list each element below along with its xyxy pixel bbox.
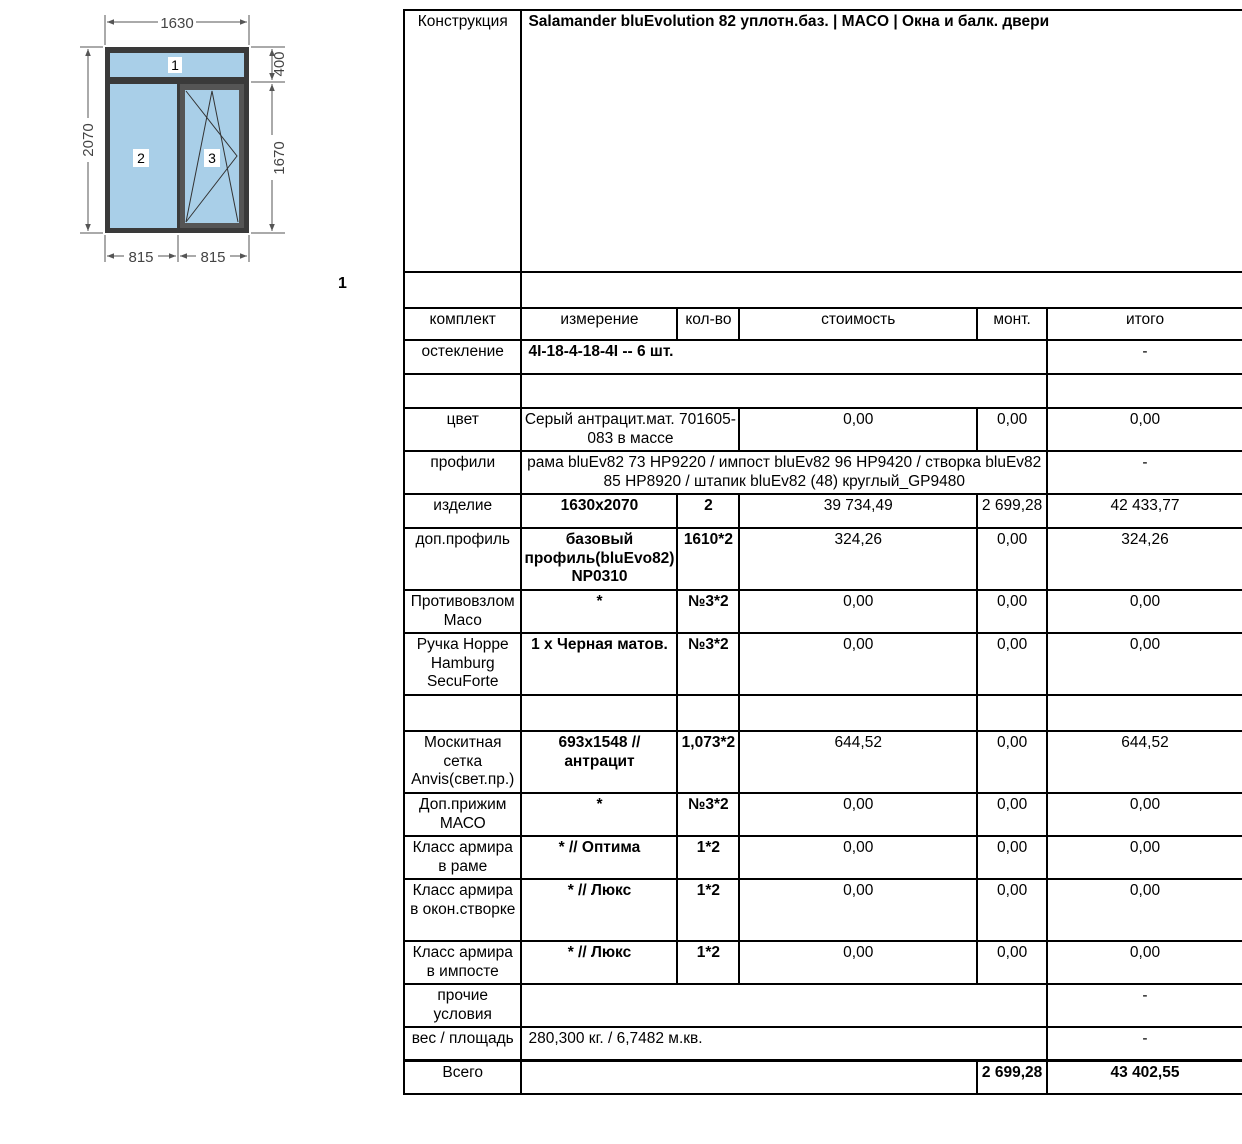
row-cost: 324,26 (739, 528, 977, 590)
row-qty: 1*2 (677, 879, 739, 941)
width-dimension: 1630 (160, 15, 194, 32)
glazing-row (404, 340, 1242, 374)
row-total: - (1047, 1027, 1242, 1060)
empty-row (404, 374, 1242, 408)
row-total: 0,00 (1047, 633, 1242, 695)
row-cost: 0,00 (739, 408, 977, 451)
pane-label-2: 2 (137, 150, 145, 166)
handle-row (404, 633, 1242, 695)
row-label: Противовзлом Масо (404, 590, 521, 633)
row-measure: 1 х Черная матов. (521, 633, 677, 695)
row-label: Класс армира в импосте (404, 941, 521, 984)
position-number: 1 (338, 275, 347, 292)
reinf-frame-row (404, 836, 1242, 879)
empty-row (404, 272, 1242, 308)
height-dimension: 2070 (80, 123, 97, 157)
row-label: Москитная сетка Anvis(свет.пр.) (404, 731, 521, 793)
construction-label: Конструкция (404, 10, 521, 272)
row-total: - (1047, 984, 1242, 1027)
other-row (404, 984, 1242, 1027)
row-total: 0,00 (1047, 408, 1242, 451)
sum-row (404, 1060, 1242, 1094)
weight-value: 280,300 кг. / 6,7482 м.кв. (521, 1027, 1047, 1060)
row-mount: 0,00 (977, 633, 1047, 695)
row-label: прочие условия (404, 984, 521, 1027)
clamp-row (404, 793, 1242, 836)
right-width-dimension: 815 (200, 249, 226, 266)
row-mount: 0,00 (977, 941, 1047, 984)
row-mount: 0,00 (977, 879, 1047, 941)
construction-value: Salamander bluEvolution 82 уплотн.баз. | MACO | Окна и балк. двери (521, 10, 1242, 272)
row-measure: * (521, 793, 677, 836)
row-cost: 39 734,49 (739, 494, 977, 528)
row-total: - (1047, 340, 1242, 374)
row-label: Ручка Hoppe Hamburg SecuForte (404, 633, 521, 695)
row-qty: 1*2 (677, 941, 739, 984)
row-mount: 0,00 (977, 408, 1047, 451)
row-mount: 0,00 (977, 528, 1047, 590)
row-cost: 0,00 (739, 633, 977, 695)
row-qty: №3*2 (677, 793, 739, 836)
row-label: профили (404, 451, 521, 494)
row-measure: * // Люкс (521, 941, 677, 984)
transom-dimension: 400 (271, 51, 288, 77)
row-label: остекление (404, 340, 521, 374)
row-cost: 0,00 (739, 793, 977, 836)
color-value: Серый антрацит.мат. 701605-083 в массе (521, 408, 739, 451)
row-measure: 1630x2070 (521, 494, 677, 528)
row-qty: 2 (677, 494, 739, 528)
anti-burglary-row (404, 590, 1242, 633)
specification-table (403, 9, 1242, 1095)
construction-row (404, 10, 1242, 272)
row-mount: 0,00 (977, 836, 1047, 879)
row-cost: 0,00 (739, 836, 977, 879)
header-measure: измерение (521, 308, 677, 340)
header-cost: стоимость (739, 308, 977, 340)
row-mount: 0,00 (977, 793, 1047, 836)
row-mount: 2 699,28 (977, 494, 1047, 528)
header-row (404, 308, 1242, 340)
header-qty: кол-во (677, 308, 739, 340)
weight-row (404, 1027, 1242, 1060)
row-cost: 0,00 (739, 879, 977, 941)
row-label: цвет (404, 408, 521, 451)
profiles-value: рама bluEv82 73 HP9220 / импост bluEv82 96 HP9420 / створка bluEv82 85 HP8920 / штапик bluEv82 (48) круглый_GP9480 (521, 451, 1047, 494)
row-cost: 0,00 (739, 590, 977, 633)
reinf-mullion-row (404, 941, 1242, 984)
row-total: 0,00 (1047, 941, 1242, 984)
row-mount: 0,00 (977, 731, 1047, 793)
row-total: 0,00 (1047, 793, 1242, 836)
row-qty: 1,073*2 (677, 731, 739, 793)
pane-label-3: 3 (208, 150, 216, 166)
color-row (404, 408, 1242, 451)
sum-mount: 2 699,28 (977, 1060, 1047, 1094)
row-total: 0,00 (1047, 836, 1242, 879)
sum-total: 43 402,55 (1047, 1060, 1242, 1094)
row-label: Класс армира в раме (404, 836, 521, 879)
row-measure: * // Люкс (521, 879, 677, 941)
row-label: доп.профиль (404, 528, 521, 590)
mosquito-row (404, 731, 1242, 793)
row-mount: 0,00 (977, 590, 1047, 633)
row-total: 324,26 (1047, 528, 1242, 590)
window-drawing (0, 0, 300, 275)
header-kit: комплект (404, 308, 521, 340)
row-total: - (1047, 451, 1242, 494)
row-qty: №3*2 (677, 590, 739, 633)
pane-label-1: 1 (171, 57, 179, 73)
left-width-dimension: 815 (128, 249, 154, 266)
row-qty: 1610*2 (677, 528, 739, 590)
row-measure: * // Оптима (521, 836, 677, 879)
row-measure: базовый профиль(bluEvo82) NP0310 (521, 528, 677, 590)
profiles-row (404, 451, 1242, 494)
glazing-value: 4I-18-4-18-4I -- 6 шт. (521, 340, 1047, 374)
product-row (404, 494, 1242, 528)
row-qty: 1*2 (677, 836, 739, 879)
row-label: Класс армира в окон.створке (404, 879, 521, 941)
header-mount: монт. (977, 308, 1047, 340)
header-total: итого (1047, 308, 1242, 340)
row-cost: 0,00 (739, 941, 977, 984)
add-profile-row (404, 528, 1242, 590)
reinf-sash-row (404, 879, 1242, 941)
row-label: изделие (404, 494, 521, 528)
row-label: вес / площадь (404, 1027, 521, 1060)
row-cost: 644,52 (739, 731, 977, 793)
row-measure: * (521, 590, 677, 633)
row-measure: 693x1548 // антрацит (521, 731, 677, 793)
row-label: Доп.прижим МАСО (404, 793, 521, 836)
empty-row (404, 695, 1242, 731)
lower-height-dimension: 1670 (271, 141, 288, 175)
row-total: 644,52 (1047, 731, 1242, 793)
row-total: 0,00 (1047, 590, 1242, 633)
row-qty: №3*2 (677, 633, 739, 695)
row-total: 0,00 (1047, 879, 1242, 941)
row-total: 42 433,77 (1047, 494, 1242, 528)
row-label: Всего (404, 1060, 521, 1094)
